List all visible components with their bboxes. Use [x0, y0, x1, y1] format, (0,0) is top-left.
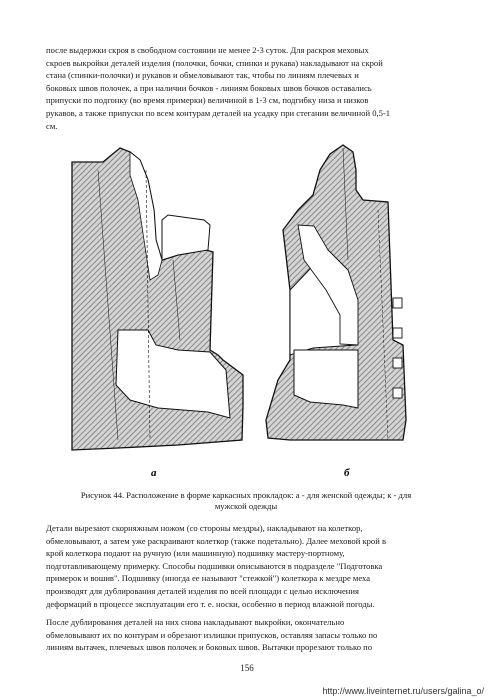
- figure-label-b: б: [344, 467, 350, 479]
- text-line: Детали вырезают скорняжным ножом (со стороны мездры), накладывают на колеткор,: [46, 523, 363, 533]
- text-line: боковых швов полочек, а при наличии бочков - линиям боковых швов бочков оставались: [46, 82, 372, 93]
- text-line: производят для дублирования деталей изделия по всей площади с целью исключения: [46, 585, 359, 596]
- text-line: после выдержки скроя в свободном состоянии не менее 2-3 суток. Для раскроя меховых: [46, 45, 369, 55]
- text-line: После дублирования деталей на них снова накладывают выкройки, окончательно: [46, 617, 345, 627]
- figure-label-a: а: [151, 467, 157, 479]
- text-line: обмеловывают, а затем уже раскраивают колеткор (также подетально). Далее меховой крой в: [46, 535, 387, 546]
- text-line: стана (спинки-полочки) и рукавов и обмеловывают так, чтобы по линиям плечевых и: [46, 70, 359, 81]
- pattern-figure: [58, 140, 438, 485]
- paragraph-2: [46, 522, 446, 610]
- text-line: подготавливающему примерку. Способы подшивки описываются в подразделе "Подготовка: [46, 560, 383, 571]
- pattern-drawing-a: [72, 148, 243, 479]
- text-line: линиям вытачек, плечевых швов полочек и боковых швов. Вытачки прорезают только по: [46, 642, 373, 653]
- text-line: см.: [46, 120, 58, 131]
- page-number: 156: [240, 663, 254, 673]
- paragraph-3: [46, 616, 446, 654]
- text-line: обмеловывают их по контурам и обрезают излишки припусков, оставляя запасы только по: [46, 629, 378, 640]
- pattern-drawing-b: [266, 145, 406, 479]
- text-line: крой колеткора подают на ручную (или машинную) подшивку мастеру-портному,: [46, 548, 345, 559]
- figure-caption: [46, 490, 446, 512]
- paragraph-1: [46, 44, 446, 132]
- caption-line: мужской одежды: [214, 501, 278, 511]
- watermark-url: http://www.liveinternet.ru/users/galina_o/: [322, 686, 484, 696]
- text-line: примерок и вошив". Подшивку (иногда ее называют "стежкой") колеткора к мездре меха: [46, 573, 371, 584]
- text-line: деформаций в процессе эксплуатации его т. е. носки, особенно в период влажной погоды.: [46, 598, 375, 609]
- text-line: припуски по подгонку (во время примерки) величиной в 1-3 см, подгибку низа и низков: [46, 95, 369, 106]
- text-line: рукавов, а также припуски по всем контурам деталей на усадку при стегании величиной 0,5-1: [46, 107, 391, 118]
- text-line: скроев выкройки деталей изделия (полочки, бочки, спинки и рукава) накладывают на скрой: [46, 57, 383, 68]
- caption-line: Рисунок 44. Расположение в форме каркасных прокладок: а - для женской одежды; к - для: [80, 490, 412, 500]
